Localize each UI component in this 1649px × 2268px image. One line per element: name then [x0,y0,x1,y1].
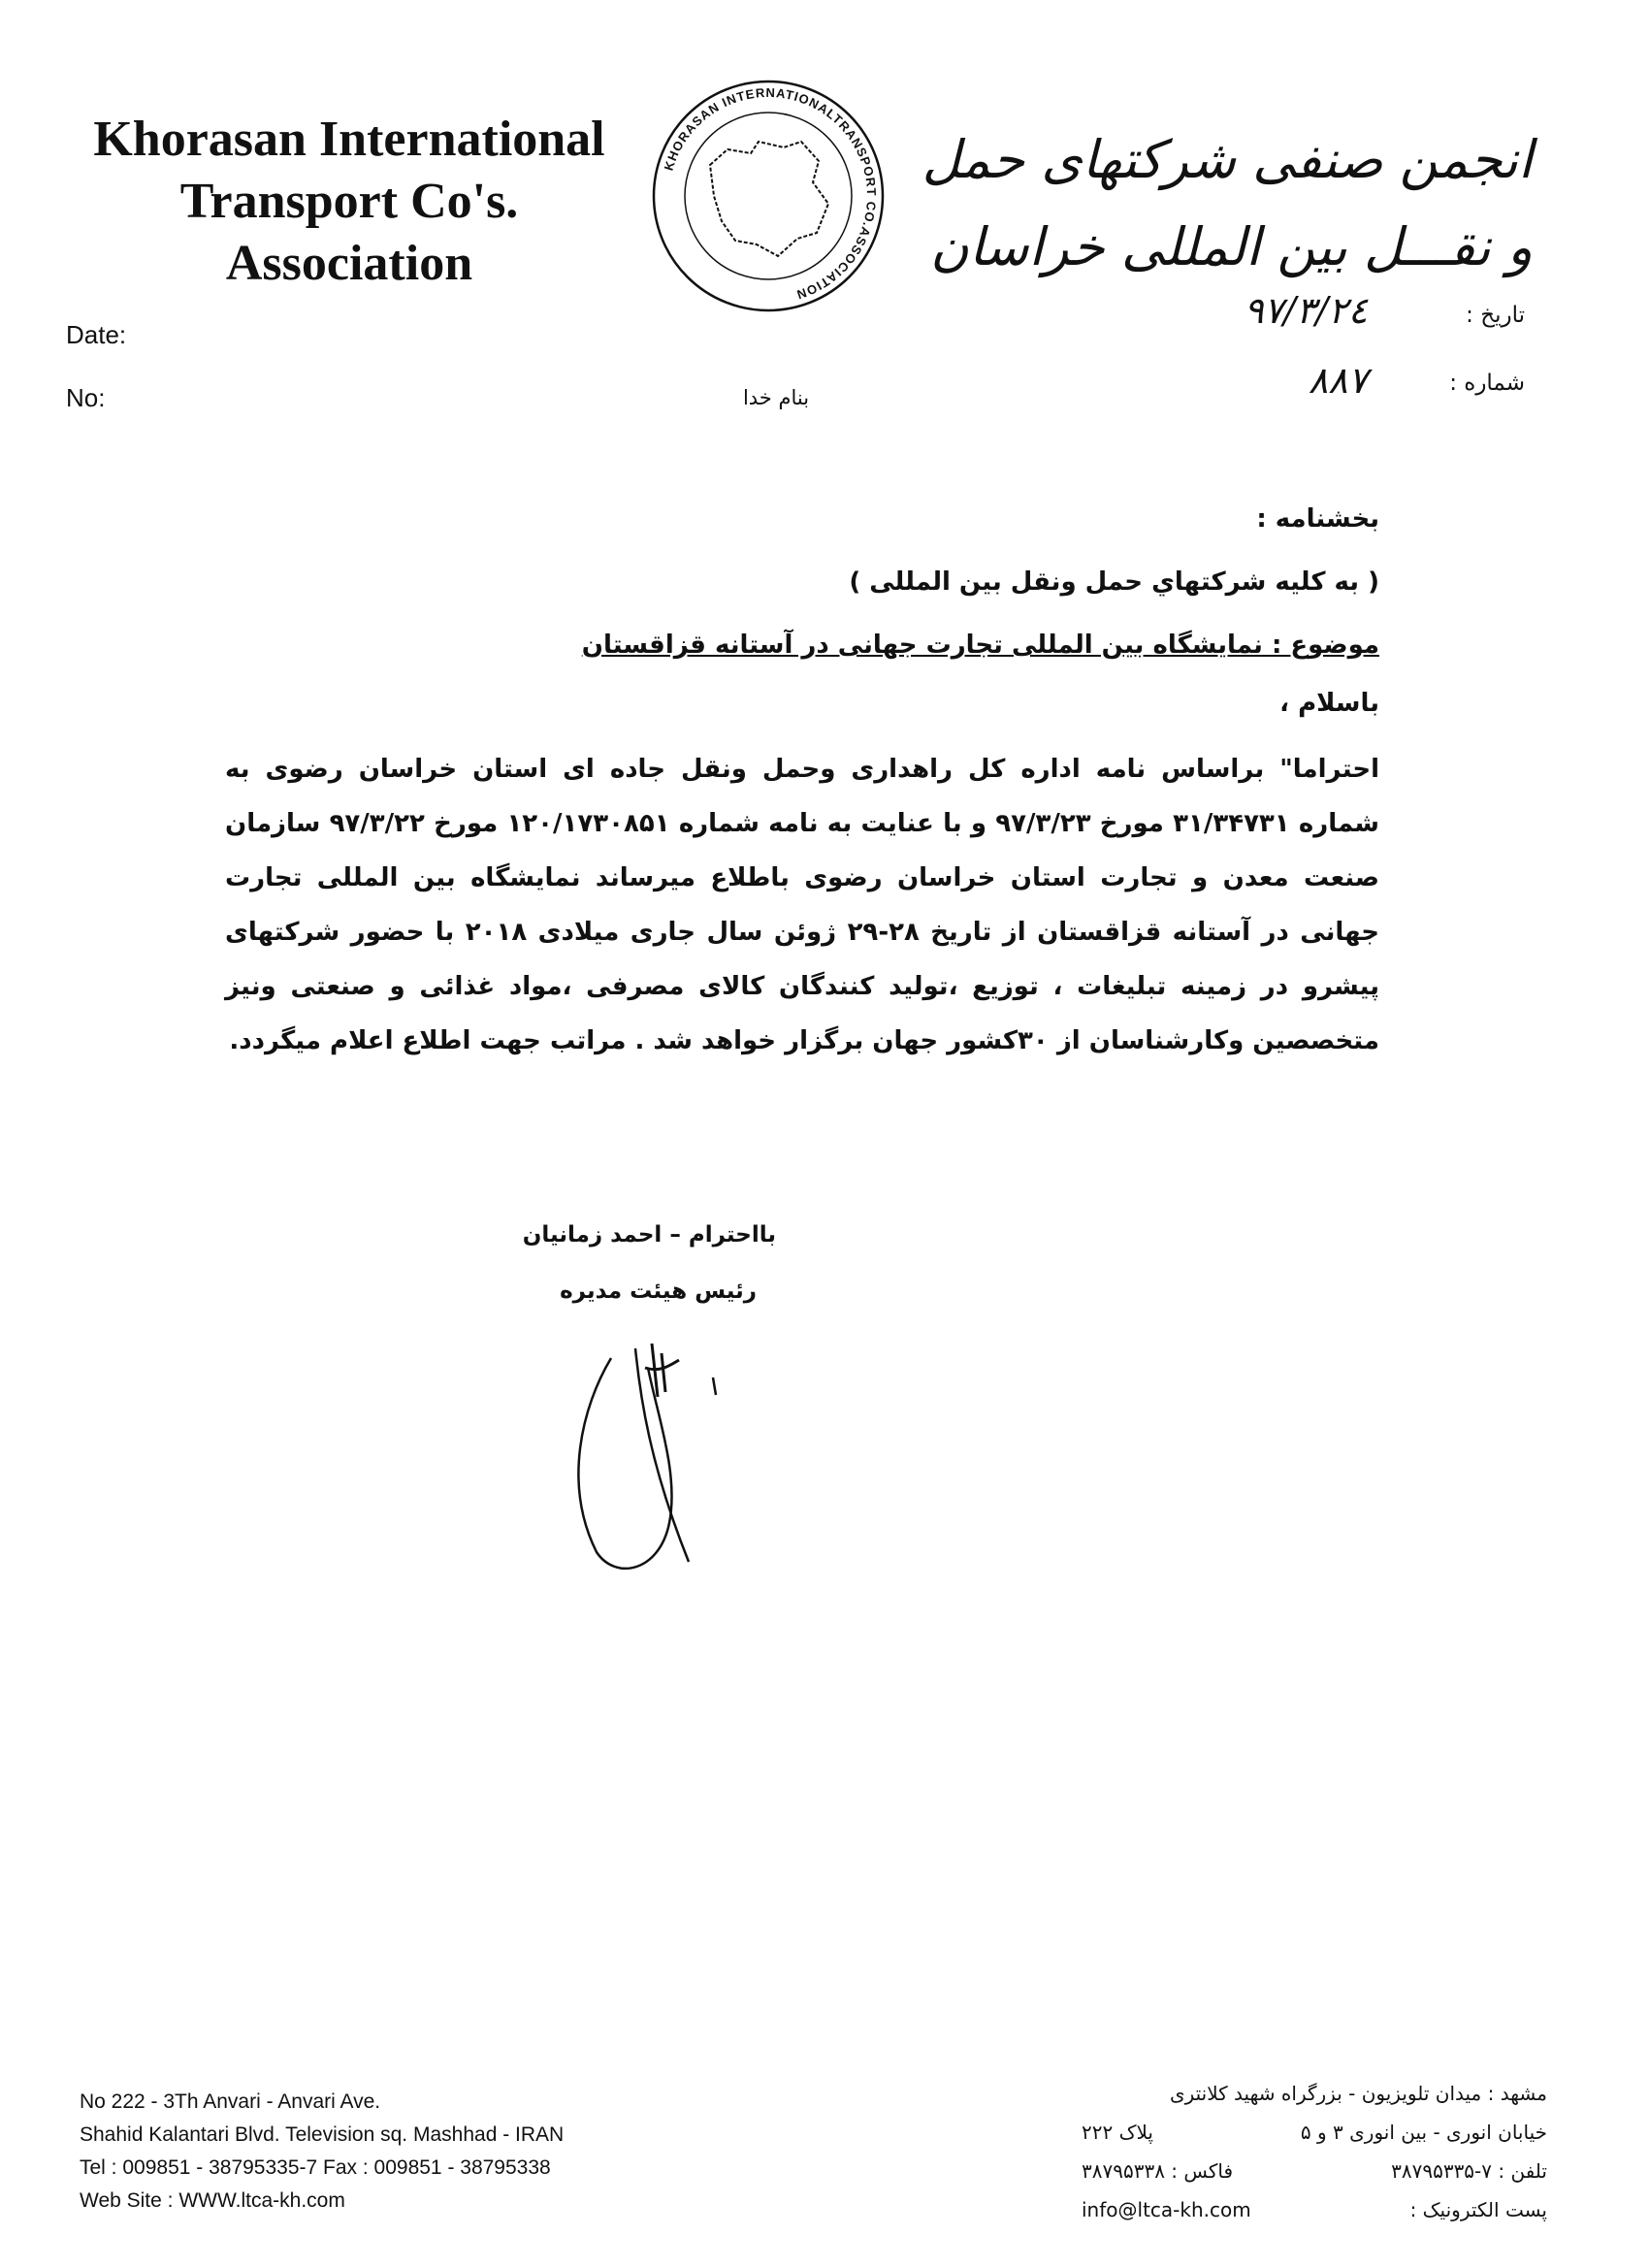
footer-fa-line1: مشهد : میدان تلویزیون - بزرگراه شهید کلانتری [1169,2082,1547,2105]
letter-body: احتراما" براساس نامه اداره كل راهدارى وحمل ونقل جاده اى استان خراسان رضوى به شماره ۳۱/۳۴۷۳۱ مورخ ۹۷/۳/۲۳ و با عنایت به نامه شماره ۱۲۰/۱۷۳۰۸۵۱ مورخ ۹۷/۳/۲۲ سازمان صنعت معدن و تجارت استان خراسان رضوى باطلاع ميرساند نمایشگاه بین المللی تجارت جهانی در آستانه قزاقستان از تاریخ ۲۸-۲۹ ژوئن سال جاری میلادی ۲۰۱۸ با حضور شرکتهای پیشرو در زمینه تبلیغات ، توزیع ،تولید کنندگان کالای مصرفی ،مواد غذائی و صنعتی ونیز متخصصین وكارشناسان از ۳۰كشور جهان برگزار خواهد شد . مراتب جهت اطلاع اعلام میگردد. [225,755,1379,1055]
persian-organization-name: انجمن صنفی شرکتهای حمل و نقـــل بین المللی خراسان [922,129,1533,277]
footer-fa-fax: فاکس : ۳۸۷۹۵۳۳۸ [1082,2159,1234,2183]
subject-line: موضوع : نمایشگاه بین المللی تجارت جهانی در آستانه قزاقستان [581,631,1379,660]
footer-en-line3: Tel : 009851 - 38795335-7 Fax : 009851 - 38795338 [80,2156,551,2179]
footer-fa-street: خیابان انوری - بین انوری ۳ و ۵ [1300,2121,1547,2144]
english-name-line1: Khorasan International [93,112,605,167]
number-value: ۸۸۷ [1308,359,1368,402]
seal-english-text: KHORASAN INTERNATIONALTRANSPORT CO.ASSOCIATION [661,84,880,303]
invocation: بنام خدا [742,386,810,409]
association-seal-icon [613,41,923,351]
recipients-line: ( به كليه شركتهاي حمل ونقل بين المللى ) [849,567,1379,597]
footer-persian-address [1082,2074,1547,2229]
english-organization-name [58,109,640,295]
number-label-en: No: [66,383,106,412]
date-label-fa: تاریخ : [1466,303,1525,328]
footer-en-line1: No 222 - 3Th Anvari - Anvari Ave. [80,2090,381,2113]
number-label-fa: شماره : [1449,371,1525,396]
signatory-title: رئیس هیئت مدیره [560,1279,757,1304]
english-name-line2: Transport Co's. Association [179,174,519,291]
svg-text:KHORASAN INTERNATIONALTRANSPOR [662,85,879,303]
footer-fa-email: info@ltca-kh.com [1082,2198,1251,2221]
footer-fa-phone: تلفن : ۷-۳۸۷۹۵۳۳۵ [1391,2159,1547,2183]
circular-heading: بخشنامه : [1256,504,1379,534]
greeting: باسلام ، [1279,689,1379,718]
footer-en-line2: Shahid Kalantari Blvd. Television sq. Mashhad - IRAN [80,2123,565,2146]
closing-line: بااحترام – احمد زمانیان [522,1222,776,1247]
footer-fa-plate: پلاک ۲۲۲ [1082,2121,1153,2144]
date-value: ۹۷/۳/۲٤ [1244,289,1368,332]
handwritten-signature-icon [543,1339,766,1581]
footer-en-line4: Web Site : WWW.ltca-kh.com [80,2189,345,2212]
footer-english-address [80,2086,564,2218]
date-label-en: Date: [66,320,127,349]
footer-fa-email-label: پست الکترونیک : [1409,2198,1547,2221]
